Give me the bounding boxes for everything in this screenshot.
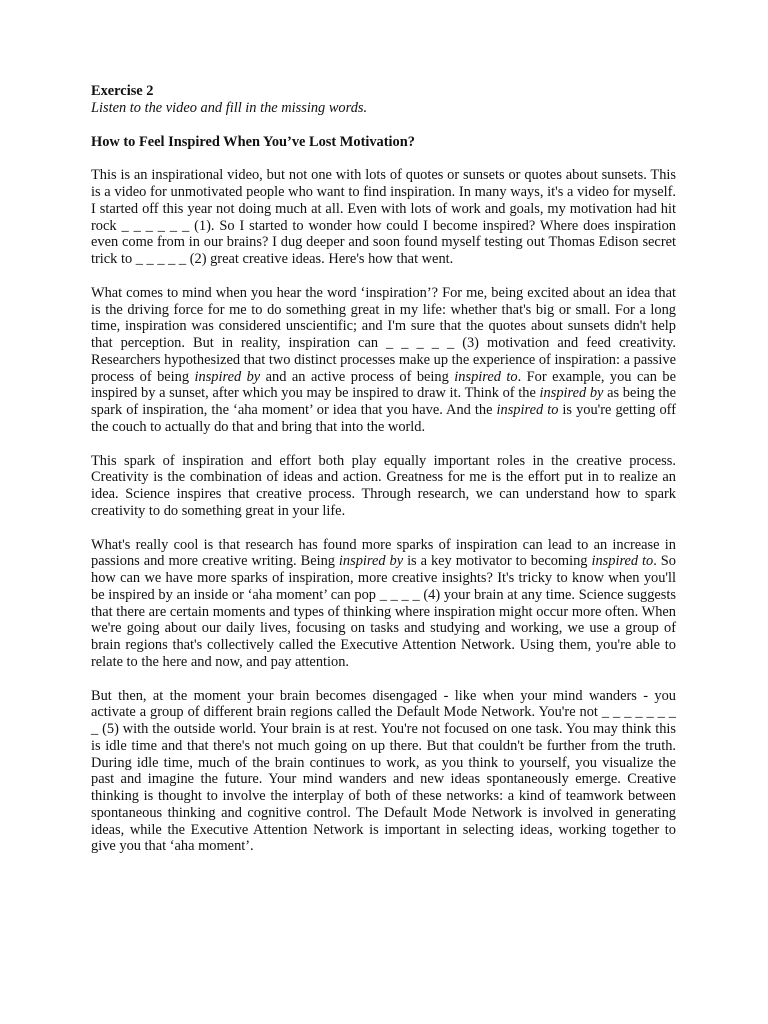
document-page xyxy=(91,83,676,872)
paragraph-2-emphasis: inspired to xyxy=(496,402,559,418)
paragraph-2-text: What comes to mind when you hear the word ‘inspiration’? For me, being excited about an idea that is the driving force for me to do something great in my life: whether that's big or small. For a long time, inspiration was considered unscientific; and I'm sure that the quotes about sunsets didn't help that perception. But in reality, inspiration can _ _ _ _ _ (3) motivation and feed creativity. Researchers hypothesized that two distinct processes make up the experience of inspiration: a passive process of being xyxy=(91,284,676,385)
paragraph-4-emphasis: inspired to xyxy=(591,553,654,570)
paragraph-4 xyxy=(91,537,676,671)
paragraph-2-text: . For example, you can be inspired by a sunset, after which you may be inspired to draw it. Think of the xyxy=(91,368,676,402)
paragraph-2-emphasis: inspired by xyxy=(194,368,261,385)
paragraph-2-emphasis: inspired by xyxy=(539,385,604,402)
paragraph-2-text: as being the spark of inspiration, the ‘aha moment’ or idea that you have. And the xyxy=(91,385,676,418)
paragraph-2-text: and an active process of being xyxy=(260,368,455,385)
article-heading: How to Feel Inspired When You’ve Lost Motivation? xyxy=(91,133,415,150)
paragraph-2 xyxy=(91,285,676,436)
paragraph-4-text: is a key motivator to becoming xyxy=(403,553,592,570)
paragraph-5: But then, at the moment your brain becomes disengaged - like when your mind wanders - you activate a group of different brain regions called the Default Mode Network. You're not _ _ _ _ _ _ _ _ (5) with the outside world. Your brain is at rest. You're not focused on one task. You may think this is idle time and that there's not much going on up there. But that couldn't be further from the truth. During idle time, much of the brain continues to work, as you think to yourself, you visualize the past and imagine the future. Your mind wanders and new ideas spontaneously emerge. Creative thinking is thought to involve the interplay of both of these networks: a kind of teamwork between spontaneous thinking and cognitive control. The Default Mode Network is involved in generating ideas, while the Executive Attention Network is important in selecting ideas, working together to give you that ‘aha moment’. xyxy=(91,687,676,855)
paragraph-4-text: What's really cool is that research has found more sparks of inspiration can lead to an increase in passions and more creative writing. Being xyxy=(91,536,676,570)
paragraph-4-text: . So how can we have more sparks of inspiration, more creative insights? It's tricky to know when you'll be inspired by an inside or ‘aha moment’ can pop _ _ _ _ (4) your brain at any time. Science suggests that there are certain moments and types of thinking where inspiration might occur more often. When we're going about our daily lives, focusing on tasks and studying and working, we use a group of brain regions that's collectively called the Executive Attention Network. Using them, you're able to relate to the here and now, and pay attention. xyxy=(91,553,677,670)
exercise-instruction: Listen to the video and fill in the missing words. xyxy=(91,99,368,116)
paragraph-2-text: is you're getting off the couch to actually do that and bring that into the world. xyxy=(91,402,676,435)
paragraph-1: This is an inspirational video, but not one with lots of quotes or sunsets or quotes about sunsets. This is a video for unmotivated people who want to find inspiration. In many ways, it's a video for myself. I started off this year not doing much at all. Even with lots of work and goals, my motivation had hit rock _ _ _ _ _ _ (1). So I started to wonder how could I become inspired? Where does inspiration even come from in our brains? I dug deeper and soon found myself testing out Thomas Edison secret trick to _ _ _ _ _ (2) great creative ideas. Here's how that went. xyxy=(91,167,676,267)
paragraph-2-emphasis: inspired to xyxy=(454,368,518,385)
paragraph-4-emphasis: inspired by xyxy=(338,553,404,570)
exercise-title: Exercise 2 xyxy=(91,83,154,99)
paragraph-3: This spark of inspiration and effort both play equally important roles in the creative process. Creativity is the combination of ideas and action. Greatness for me is the effort put in to realize an idea. Science inspires that creative process. Through research, we can understand how to spark creativity to do something great in your life. xyxy=(91,452,676,519)
